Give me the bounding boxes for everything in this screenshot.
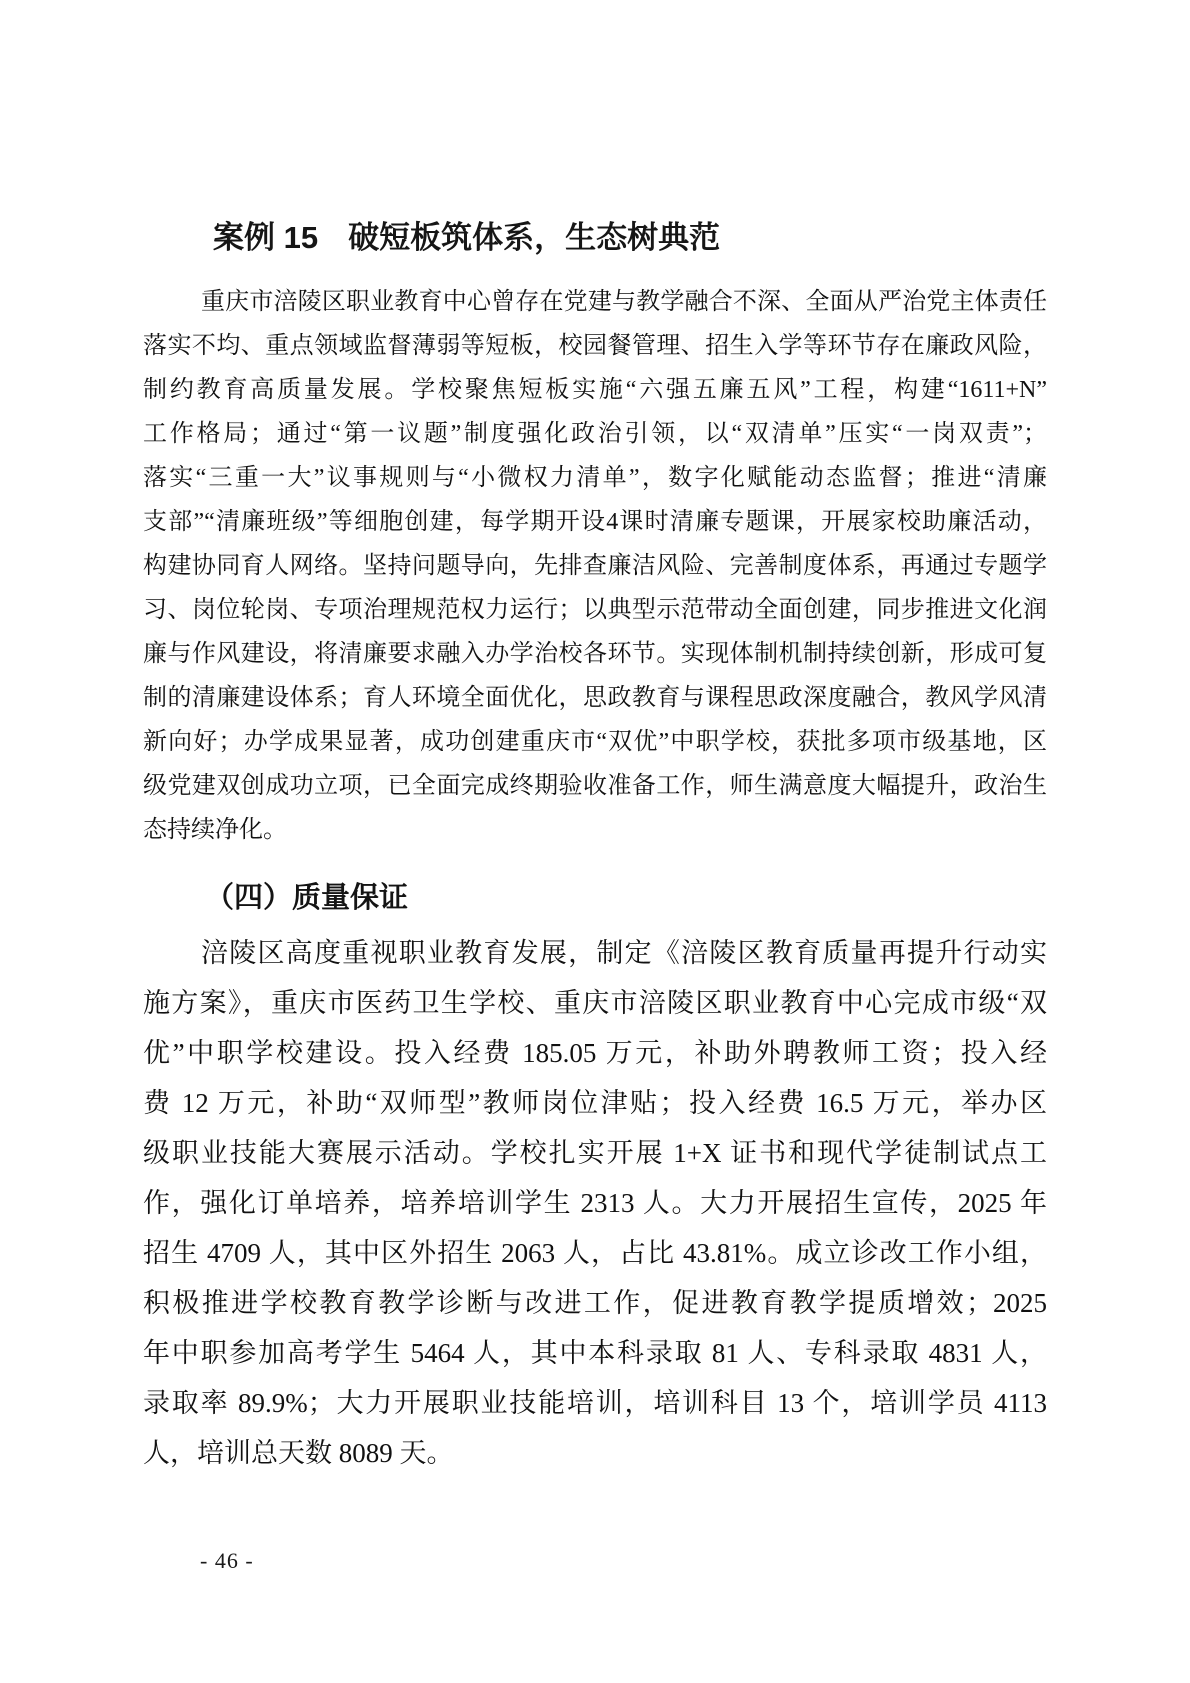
paragraph-line: 制的清廉建设体系；育人环境全面优化，思政教育与课程思政深度融合，教风学风清 [143,685,1047,711]
paragraph-line: 级职业技能大赛展示活动。学校扎实开展 1+X 证书和现代学徒制试点工 [143,1138,1047,1168]
paragraph-line: 新向好；办学成果显著，成功创建重庆市“双优”中职学校，获批多项市级基地，区 [143,729,1047,755]
paragraph-line: 级党建双创成功立项，已全面完成终期验收准备工作，师生满意度大幅提升，政治生 [143,773,1047,799]
paragraph-line: 积极推进学校教育教学诊断与改进工作，促进教育教学提质增效；2025 [143,1288,1047,1318]
paragraph-line: 作，强化订单培养，培养培训学生 2313 人。大力开展招生宣传，2025 年 [143,1188,1047,1218]
paragraph-line: 年中职参加高考学生 5464 人，其中本科录取 81 人、专科录取 4831 人， [143,1338,1047,1368]
paragraph-line: 重庆市涪陵区职业教育中心曾存在党建与教学融合不深、全面从严治党主体责任 [201,289,1047,315]
paragraph-line: 工作格局；通过“第一议题”制度强化政治引领，以“双清单”压实“一岗双责”； [143,421,1047,447]
paragraph-line: 录取率 89.9%；大力开展职业技能培训，培训科目 13 个，培训学员 4113 [143,1388,1047,1418]
paragraph-quality-assurance [143,928,1047,1478]
paragraph-line: 落实“三重一大”议事规则与“小微权力清单”，数字化赋能动态监督；推进“清廉 [143,465,1047,491]
paragraph-line: 涪陵区高度重视职业教育发展，制定《涪陵区教育质量再提升行动实 [201,938,1047,968]
paragraph-line: 廉与作风建设，将清廉要求融入办学治校各环节。实现体制机制持续创新，形成可复 [143,641,1047,667]
case-heading [143,0,1047,256]
section-subheading: （四）质量保证 [205,882,409,914]
paragraph-overview [143,280,1047,852]
paragraph-line: 制约教育高质量发展。学校聚焦短板实施“六强五廉五风”工程，构建“1611+N” [143,377,1047,403]
paragraph-line: 费 12 万元，补助“双师型”教师岗位津贴；投入经费 16.5 万元，举办区 [143,1088,1047,1118]
paragraph-line: 构建协同育人网络。坚持问题导向，先排查廉洁风险、完善制度体系，再通过专题学 [143,553,1047,579]
paragraph-line: 人，培训总天数 8089 天。 [143,1438,454,1468]
case-number: 案例 15 [213,220,319,255]
paragraph-line: 施方案》，重庆市医药卫生学校、重庆市涪陵区职业教育中心完成市级“双 [143,988,1047,1018]
paragraph-line: 习、岗位轮岗、专项治理规范权力运行；以典型示范带动全面创建，同步推进文化润 [143,597,1047,623]
paragraph-line: 优”中职学校建设。投入经费 185.05 万元，补助外聘教师工资；投入经 [143,1038,1047,1068]
page-number: - 46 - [200,1548,254,1573]
case-title: 破短板筑体系，生态树典范 [348,220,721,255]
paragraph-line: 支部”“清廉班级”等细胞创建，每学期开设4课时清廉专题课，开展家校助廉活动， [143,509,1047,535]
paragraph-line: 态持续净化。 [143,817,287,843]
paragraph-line: 落实不均、重点领域监督薄弱等短板，校园餐管理、招生入学等环节存在廉政风险， [143,333,1047,359]
paragraph-line: 招生 4709 人，其中区外招生 2063 人，占比 43.81%。成立诊改工作小组， [143,1238,1047,1268]
